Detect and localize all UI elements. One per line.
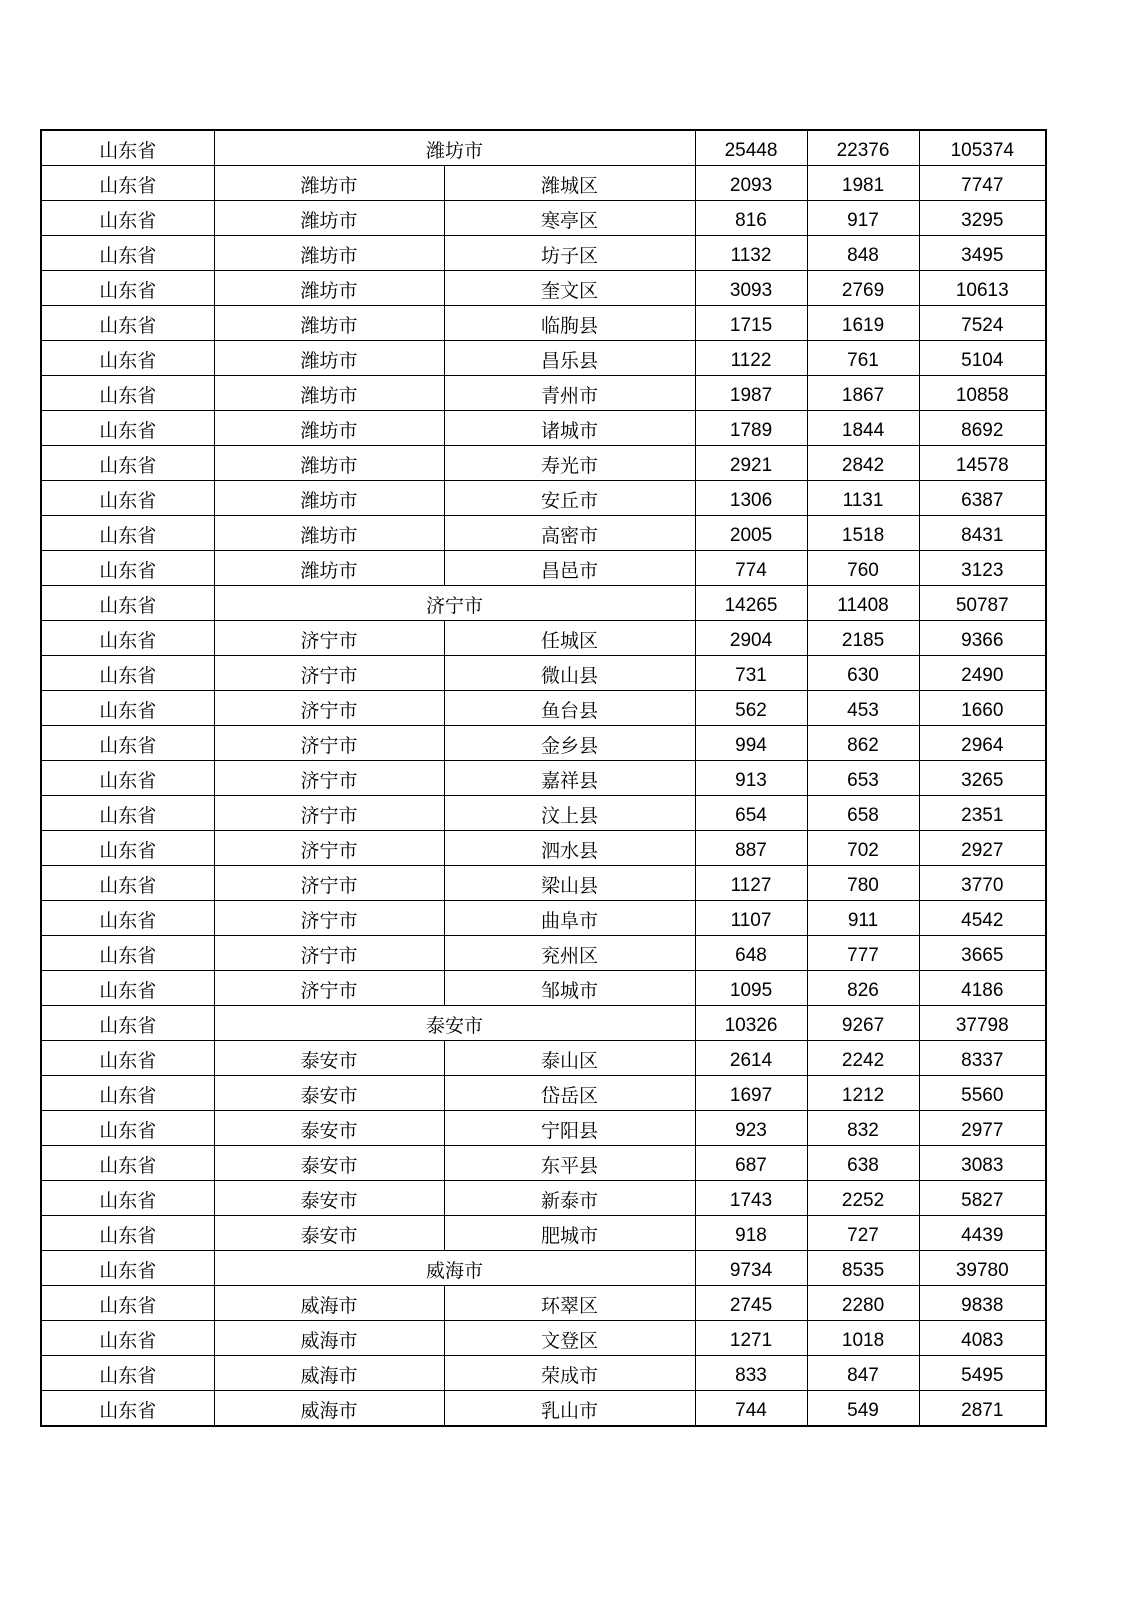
district-cell: 新泰市 [444,1181,695,1216]
city-cell: 济宁市 [214,621,444,656]
district-cell: 乳山市 [444,1391,695,1427]
value-3-cell: 50787 [919,586,1046,621]
district-row [41,411,1046,446]
value-3-cell: 3495 [919,236,1046,271]
province-cell: 山东省 [41,1286,214,1321]
district-row [41,341,1046,376]
province-cell: 山东省 [41,726,214,761]
city-cell: 潍坊市 [214,201,444,236]
value-3-cell: 7524 [919,306,1046,341]
value-1-cell: 2093 [695,166,807,201]
city-summary-row [41,1251,1046,1286]
province-cell: 山东省 [41,481,214,516]
value-2-cell: 2252 [807,1181,919,1216]
value-2-cell: 2769 [807,271,919,306]
district-cell: 曲阜市 [444,901,695,936]
city-cell: 潍坊市 [214,481,444,516]
value-3-cell: 5495 [919,1356,1046,1391]
district-row [41,201,1046,236]
value-1-cell: 918 [695,1216,807,1251]
district-cell: 泰山区 [444,1041,695,1076]
province-cell: 山东省 [41,1251,214,1286]
value-1-cell: 1107 [695,901,807,936]
district-row [41,1216,1046,1251]
province-cell: 山东省 [41,516,214,551]
province-cell: 山东省 [41,1391,214,1427]
value-3-cell: 5827 [919,1181,1046,1216]
value-2-cell: 727 [807,1216,919,1251]
value-1-cell: 1715 [695,306,807,341]
province-cell: 山东省 [41,971,214,1006]
city-cell: 济宁市 [214,691,444,726]
value-1-cell: 2921 [695,446,807,481]
district-cell: 梁山县 [444,866,695,901]
value-1-cell: 2005 [695,516,807,551]
value-2-cell: 653 [807,761,919,796]
province-cell: 山东省 [41,831,214,866]
province-cell: 山东省 [41,446,214,481]
district-cell: 奎文区 [444,271,695,306]
province-cell: 山东省 [41,656,214,691]
value-2-cell: 658 [807,796,919,831]
value-1-cell: 1789 [695,411,807,446]
value-2-cell: 2842 [807,446,919,481]
city-cell: 泰安市 [214,1041,444,1076]
district-row [41,691,1046,726]
district-cell: 文登区 [444,1321,695,1356]
district-row [41,236,1046,271]
value-2-cell: 911 [807,901,919,936]
district-cell: 临朐县 [444,306,695,341]
value-1-cell: 562 [695,691,807,726]
value-3-cell: 2964 [919,726,1046,761]
value-2-cell: 9267 [807,1006,919,1041]
district-cell: 荣成市 [444,1356,695,1391]
province-cell: 山东省 [41,586,214,621]
province-cell: 山东省 [41,271,214,306]
value-1-cell: 687 [695,1146,807,1181]
city-summary-row [41,1006,1046,1041]
district-cell: 岱岳区 [444,1076,695,1111]
province-cell: 山东省 [41,551,214,586]
value-3-cell: 9838 [919,1286,1046,1321]
value-2-cell: 11408 [807,586,919,621]
city-cell: 济宁市 [214,901,444,936]
value-3-cell: 2871 [919,1391,1046,1427]
value-2-cell: 1867 [807,376,919,411]
value-2-cell: 8535 [807,1251,919,1286]
value-3-cell: 3665 [919,936,1046,971]
district-cell: 东平县 [444,1146,695,1181]
district-row [41,551,1046,586]
district-row [41,656,1046,691]
district-row [41,516,1046,551]
value-1-cell: 994 [695,726,807,761]
district-row [41,481,1046,516]
table-body [41,130,1046,1426]
value-2-cell: 1981 [807,166,919,201]
district-row [41,271,1046,306]
value-1-cell: 913 [695,761,807,796]
province-cell: 山东省 [41,166,214,201]
value-3-cell: 3770 [919,866,1046,901]
city-cell: 济宁市 [214,831,444,866]
value-1-cell: 2745 [695,1286,807,1321]
city-cell: 泰安市 [214,1076,444,1111]
value-3-cell: 4083 [919,1321,1046,1356]
city-cell: 潍坊市 [214,271,444,306]
city-cell: 潍坊市 [214,446,444,481]
value-3-cell: 10858 [919,376,1046,411]
value-1-cell: 3093 [695,271,807,306]
district-cell: 微山县 [444,656,695,691]
district-row [41,866,1046,901]
district-row [41,1356,1046,1391]
district-row [41,621,1046,656]
value-2-cell: 2280 [807,1286,919,1321]
value-3-cell: 5104 [919,341,1046,376]
value-2-cell: 777 [807,936,919,971]
province-cell: 山东省 [41,411,214,446]
value-1-cell: 654 [695,796,807,831]
value-2-cell: 2242 [807,1041,919,1076]
district-cell: 宁阳县 [444,1111,695,1146]
province-cell: 山东省 [41,866,214,901]
value-3-cell: 2927 [919,831,1046,866]
province-cell: 山东省 [41,1076,214,1111]
value-3-cell: 2977 [919,1111,1046,1146]
data-table [40,129,1047,1427]
city-summary-row [41,130,1046,166]
district-cell: 诸城市 [444,411,695,446]
city-cell: 济宁市 [214,936,444,971]
province-cell: 山东省 [41,1321,214,1356]
province-cell: 山东省 [41,1111,214,1146]
value-2-cell: 638 [807,1146,919,1181]
value-2-cell: 1018 [807,1321,919,1356]
value-1-cell: 887 [695,831,807,866]
value-1-cell: 648 [695,936,807,971]
value-2-cell: 630 [807,656,919,691]
district-cell: 青州市 [444,376,695,411]
city-cell: 泰安市 [214,1111,444,1146]
value-2-cell: 1212 [807,1076,919,1111]
value-3-cell: 5560 [919,1076,1046,1111]
city-cell: 潍坊市 [214,306,444,341]
value-1-cell: 2614 [695,1041,807,1076]
value-1-cell: 816 [695,201,807,236]
value-3-cell: 4542 [919,901,1046,936]
city-cell: 威海市 [214,1286,444,1321]
city-cell: 潍坊市 [214,166,444,201]
district-row [41,971,1046,1006]
value-2-cell: 761 [807,341,919,376]
province-cell: 山东省 [41,1356,214,1391]
province-cell: 山东省 [41,306,214,341]
district-cell: 昌乐县 [444,341,695,376]
value-3-cell: 9366 [919,621,1046,656]
district-row [41,1181,1046,1216]
district-cell: 高密市 [444,516,695,551]
district-row [41,1286,1046,1321]
value-1-cell: 1306 [695,481,807,516]
district-row [41,936,1046,971]
value-3-cell: 105374 [919,130,1046,166]
value-1-cell: 833 [695,1356,807,1391]
value-2-cell: 832 [807,1111,919,1146]
province-cell: 山东省 [41,1041,214,1076]
value-2-cell: 549 [807,1391,919,1427]
value-1-cell: 774 [695,551,807,586]
district-row [41,761,1046,796]
value-3-cell: 7747 [919,166,1046,201]
value-3-cell: 3265 [919,761,1046,796]
value-1-cell: 14265 [695,586,807,621]
value-3-cell: 2351 [919,796,1046,831]
value-1-cell: 1697 [695,1076,807,1111]
district-cell: 安丘市 [444,481,695,516]
value-1-cell: 744 [695,1391,807,1427]
city-cell: 济宁市 [214,656,444,691]
value-1-cell: 2904 [695,621,807,656]
city-cell: 泰安市 [214,1216,444,1251]
value-3-cell: 14578 [919,446,1046,481]
city-cell: 潍坊市 [214,516,444,551]
value-1-cell: 1987 [695,376,807,411]
district-cell: 任城区 [444,621,695,656]
city-total-cell: 济宁市 [214,586,695,621]
value-2-cell: 760 [807,551,919,586]
district-cell: 金乡县 [444,726,695,761]
district-cell: 潍城区 [444,166,695,201]
value-1-cell: 731 [695,656,807,691]
province-cell: 山东省 [41,1006,214,1041]
province-cell: 山东省 [41,1181,214,1216]
value-2-cell: 847 [807,1356,919,1391]
province-cell: 山东省 [41,341,214,376]
value-3-cell: 10613 [919,271,1046,306]
value-3-cell: 8431 [919,516,1046,551]
city-cell: 济宁市 [214,796,444,831]
district-cell: 昌邑市 [444,551,695,586]
value-3-cell: 1660 [919,691,1046,726]
province-cell: 山东省 [41,236,214,271]
value-2-cell: 848 [807,236,919,271]
value-1-cell: 10326 [695,1006,807,1041]
district-row [41,1391,1046,1427]
city-summary-row [41,586,1046,621]
value-3-cell: 3083 [919,1146,1046,1181]
district-cell: 鱼台县 [444,691,695,726]
province-cell: 山东省 [41,936,214,971]
city-cell: 济宁市 [214,866,444,901]
district-cell: 肥城市 [444,1216,695,1251]
district-row [41,1111,1046,1146]
value-1-cell: 923 [695,1111,807,1146]
province-cell: 山东省 [41,376,214,411]
value-3-cell: 39780 [919,1251,1046,1286]
city-cell: 威海市 [214,1391,444,1427]
value-1-cell: 9734 [695,1251,807,1286]
value-2-cell: 917 [807,201,919,236]
district-cell: 寿光市 [444,446,695,481]
value-2-cell: 2185 [807,621,919,656]
district-row [41,901,1046,936]
city-cell: 威海市 [214,1321,444,1356]
value-3-cell: 37798 [919,1006,1046,1041]
value-2-cell: 1844 [807,411,919,446]
province-cell: 山东省 [41,1216,214,1251]
value-1-cell: 25448 [695,130,807,166]
district-row [41,376,1046,411]
district-cell: 坊子区 [444,236,695,271]
city-total-cell: 威海市 [214,1251,695,1286]
district-cell: 嘉祥县 [444,761,695,796]
district-row [41,1041,1046,1076]
value-2-cell: 1518 [807,516,919,551]
value-1-cell: 1122 [695,341,807,376]
value-1-cell: 1127 [695,866,807,901]
district-row [41,726,1046,761]
city-cell: 潍坊市 [214,551,444,586]
province-cell: 山东省 [41,621,214,656]
province-cell: 山东省 [41,1146,214,1181]
city-total-cell: 潍坊市 [214,130,695,166]
city-cell: 泰安市 [214,1146,444,1181]
district-cell: 寒亭区 [444,201,695,236]
province-cell: 山东省 [41,901,214,936]
district-cell: 泗水县 [444,831,695,866]
province-cell: 山东省 [41,796,214,831]
district-cell: 邹城市 [444,971,695,1006]
value-3-cell: 6387 [919,481,1046,516]
value-3-cell: 8337 [919,1041,1046,1076]
value-3-cell: 3295 [919,201,1046,236]
city-cell: 潍坊市 [214,236,444,271]
province-cell: 山东省 [41,130,214,166]
value-1-cell: 1095 [695,971,807,1006]
value-2-cell: 862 [807,726,919,761]
district-row [41,1146,1046,1181]
value-2-cell: 702 [807,831,919,866]
district-row [41,1076,1046,1111]
district-row [41,796,1046,831]
value-1-cell: 1132 [695,236,807,271]
value-2-cell: 22376 [807,130,919,166]
city-cell: 济宁市 [214,971,444,1006]
province-cell: 山东省 [41,761,214,796]
district-row [41,831,1046,866]
city-cell: 泰安市 [214,1181,444,1216]
province-cell: 山东省 [41,201,214,236]
value-2-cell: 1619 [807,306,919,341]
district-cell: 兖州区 [444,936,695,971]
city-cell: 潍坊市 [214,376,444,411]
value-3-cell: 8692 [919,411,1046,446]
value-2-cell: 453 [807,691,919,726]
city-cell: 潍坊市 [214,411,444,446]
value-3-cell: 4186 [919,971,1046,1006]
city-cell: 济宁市 [214,726,444,761]
value-3-cell: 4439 [919,1216,1046,1251]
district-row [41,166,1046,201]
city-cell: 威海市 [214,1356,444,1391]
value-2-cell: 1131 [807,481,919,516]
value-1-cell: 1743 [695,1181,807,1216]
value-2-cell: 780 [807,866,919,901]
district-row [41,1321,1046,1356]
city-cell: 潍坊市 [214,341,444,376]
district-cell: 环翠区 [444,1286,695,1321]
province-cell: 山东省 [41,691,214,726]
value-3-cell: 3123 [919,551,1046,586]
city-cell: 济宁市 [214,761,444,796]
value-3-cell: 2490 [919,656,1046,691]
district-row [41,306,1046,341]
district-cell: 汶上县 [444,796,695,831]
district-row [41,446,1046,481]
city-total-cell: 泰安市 [214,1006,695,1041]
value-2-cell: 826 [807,971,919,1006]
value-1-cell: 1271 [695,1321,807,1356]
